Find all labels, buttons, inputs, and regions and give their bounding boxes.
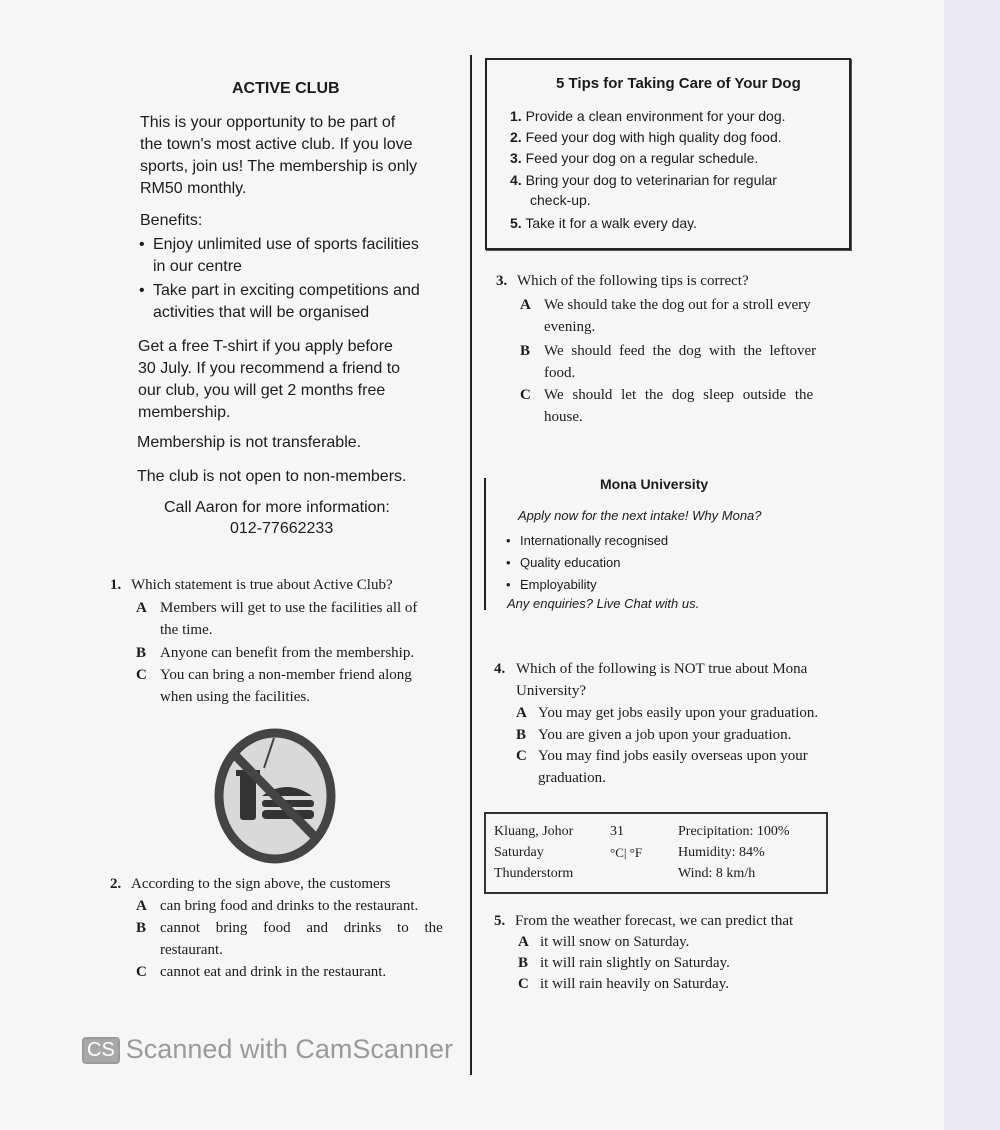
option-letter: C <box>518 976 529 992</box>
q1-option-b[interactable] <box>136 642 415 664</box>
question-number: 1. <box>110 577 122 593</box>
mona-bullets <box>520 530 668 596</box>
weather-location: Kluang, Johor <box>494 824 574 839</box>
option-text: house. <box>544 409 583 425</box>
column-divider <box>470 55 472 1075</box>
tip-text: Feed your dog on a regular schedule. <box>525 150 759 166</box>
weather-day: Saturday <box>494 845 544 860</box>
tip-2 <box>510 127 782 147</box>
benefit-line: in our centre <box>153 258 242 275</box>
option-letter: A <box>136 600 147 616</box>
intro-line: This is your opportunity to be part of <box>140 114 396 131</box>
mona-enquiries: Any enquiries? Live Chat with us. <box>507 596 700 611</box>
tip-number: 2. <box>510 129 522 145</box>
phone-number: 012-77662233 <box>230 520 334 537</box>
intro-line: RM50 monthly. <box>140 180 247 197</box>
option-text: food. <box>544 365 576 381</box>
option-text: You are given a job upon your graduation. <box>538 727 792 743</box>
weather-wind: Wind: 8 km/h <box>678 866 756 881</box>
tip-number: 1. <box>510 108 522 124</box>
question-text: According to the sign above, the customers <box>131 876 391 892</box>
benefit-line: Enjoy unlimited use of sports facilities <box>153 236 419 253</box>
call-info: Call Aaron for more information: <box>164 499 390 516</box>
weather-condition: Thunderstorm <box>494 866 574 881</box>
q2-option-c[interactable] <box>136 961 387 983</box>
q3-option-b[interactable] <box>520 340 848 384</box>
option-letter: B <box>520 343 531 359</box>
mona-bullet <box>520 552 668 574</box>
q1-option-a[interactable] <box>136 597 418 641</box>
tip-text: Bring your dog to veterinarian for regular <box>525 172 777 188</box>
option-letter: B <box>518 955 529 971</box>
weather-units: °C| °F <box>610 845 643 860</box>
q3-option-c[interactable] <box>520 384 848 428</box>
option-letter: C <box>136 964 147 980</box>
cup-icon <box>240 774 256 820</box>
question-number: 5. <box>494 913 506 929</box>
question-text: Which statement is true about Active Club? <box>131 577 393 593</box>
bullet-text: Employability <box>520 577 597 592</box>
question-text: Which of the following tips is correct? <box>517 273 749 289</box>
camscanner-watermark <box>82 1034 453 1065</box>
q5-option-a[interactable] <box>518 931 690 953</box>
tip-1 <box>510 106 786 126</box>
q4-option-b[interactable] <box>516 724 792 746</box>
option-text: We should take the dog out for a stroll every <box>544 297 811 313</box>
question-text: Which of the following is NOT true about Mona <box>516 661 808 677</box>
tip-text: check-up. <box>530 192 591 208</box>
intro-line: the town's most active club. If you love <box>140 136 413 153</box>
benefit-line: Take part in exciting competitions and <box>153 282 420 299</box>
dog-tips-title: 5 Tips for Taking Care of Your Dog <box>556 75 801 92</box>
q4-option-a[interactable] <box>516 702 819 724</box>
option-text: when using the facilities. <box>160 689 310 705</box>
active-club-title: ACTIVE CLUB <box>232 80 340 97</box>
option-text: restaurant. <box>160 942 223 958</box>
tip-number: 3. <box>510 150 522 166</box>
option-text: You can bring a non-member friend along <box>160 667 412 683</box>
weather-temperature: 31 <box>610 824 624 839</box>
option-letter: A <box>520 297 531 313</box>
not-transferable: Membership is not transferable. <box>137 434 362 451</box>
no-food-sign-icon <box>212 726 338 866</box>
mona-title: Mona University <box>600 476 709 492</box>
weather-right <box>678 821 790 884</box>
not-open: The club is not open to non-members. <box>137 468 407 485</box>
option-text: We should let the dog sleep outside the <box>544 387 814 403</box>
mona-bullet <box>520 574 668 596</box>
option-text: evening. <box>544 319 596 335</box>
offer-line: membership. <box>138 404 231 421</box>
tip-number: 5. <box>510 215 522 231</box>
option-text: it will snow on Saturday. <box>540 934 690 950</box>
tip-text: Feed your dog with high quality dog food. <box>525 129 782 145</box>
question-text: University? <box>516 683 586 699</box>
weather-precipitation: Precipitation: 100% <box>678 824 790 839</box>
active-club-intro <box>140 112 417 200</box>
option-text: cannot eat and drink in the restaurant. <box>160 964 387 980</box>
tip-number: 4. <box>510 172 522 188</box>
weather-left <box>494 821 573 884</box>
q2-option-b[interactable] <box>136 917 450 961</box>
option-text: Anyone can benefit from the membership. <box>160 645 415 661</box>
tip-3 <box>510 148 758 168</box>
question-text: From the weather forecast, we can predict that <box>515 913 794 929</box>
q2-option-a[interactable] <box>136 895 419 917</box>
question-number: 2. <box>110 876 122 892</box>
intro-line: sports, join us! The membership is only <box>140 158 418 175</box>
bullet-text: Quality education <box>520 555 621 570</box>
option-text: cannot bring food and drinks to the <box>160 920 443 936</box>
question-1 <box>110 574 393 596</box>
option-letter: C <box>516 748 527 764</box>
q1-option-c[interactable] <box>136 664 412 708</box>
option-letter: A <box>136 898 147 914</box>
weather-humidity: Humidity: 84% <box>678 845 765 860</box>
tip-text: Provide a clean environment for your dog. <box>525 108 786 124</box>
question-number: 3. <box>496 273 508 289</box>
option-text: graduation. <box>538 770 606 786</box>
camscanner-logo-icon: CS <box>82 1037 120 1064</box>
question-4 <box>494 658 807 702</box>
benefit-1 <box>153 234 419 278</box>
q3-option-a[interactable] <box>520 294 848 338</box>
option-text: can bring food and drinks to the restaurant. <box>160 898 419 914</box>
tip-text: Take it for a walk every day. <box>525 215 698 231</box>
free-offer <box>138 336 400 424</box>
option-text: We should feed the dog with the leftover <box>544 343 817 359</box>
offer-line: Get a free T-shirt if you apply before <box>138 338 393 355</box>
mona-apply: Apply now for the next intake! Why Mona? <box>518 508 762 523</box>
bullet-text: Internationally recognised <box>520 533 669 548</box>
tip-5 <box>510 213 697 233</box>
benefit-line: activities that will be organised <box>153 304 370 321</box>
question-5 <box>494 910 793 932</box>
watermark-text: Scanned with CamScanner <box>125 1034 453 1064</box>
option-letter: A <box>516 705 527 721</box>
option-letter: C <box>136 667 147 683</box>
offer-line: our club, you will get 2 months free <box>138 382 386 399</box>
offer-line: 30 July. If you recommend a friend to <box>138 360 401 377</box>
option-letter: C <box>520 387 531 403</box>
q4-option-c[interactable] <box>516 745 808 789</box>
mona-bullet <box>520 530 668 552</box>
option-text: it will rain slightly on Saturday. <box>540 955 730 971</box>
option-letter: B <box>136 920 147 936</box>
option-letter: A <box>518 934 529 950</box>
option-letter: B <box>136 645 147 661</box>
viewer-sidebar <box>944 0 1000 1130</box>
option-text: it will rain heavily on Saturday. <box>540 976 729 992</box>
option-text: Members will get to use the facilities all of <box>160 600 418 616</box>
q5-option-b[interactable] <box>518 952 730 974</box>
option-text: You may get jobs easily upon your graduation. <box>538 705 819 721</box>
benefits-label: Benefits: <box>140 212 203 229</box>
tip-4 <box>510 170 777 210</box>
option-text: You may find jobs easily overseas upon your <box>538 748 808 764</box>
question-3 <box>496 270 749 292</box>
question-number: 4. <box>494 661 506 677</box>
question-2 <box>110 873 391 895</box>
benefit-2 <box>153 280 420 324</box>
mona-left-border <box>484 478 486 610</box>
option-letter: B <box>516 727 527 743</box>
q5-option-c[interactable] <box>518 973 729 995</box>
option-text: the time. <box>160 622 213 638</box>
